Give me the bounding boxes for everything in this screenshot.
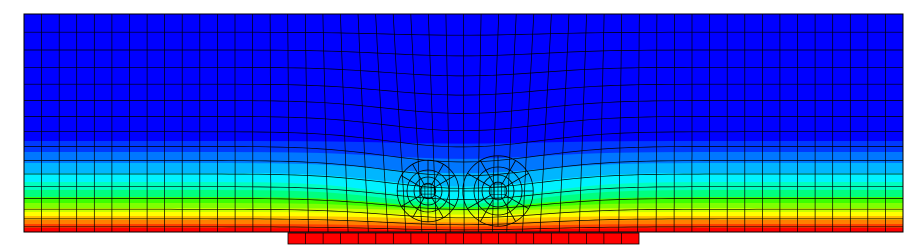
inclusion-1 [397, 160, 459, 222]
inclusion-2 [463, 156, 533, 226]
base-electrode-bar [288, 233, 639, 244]
